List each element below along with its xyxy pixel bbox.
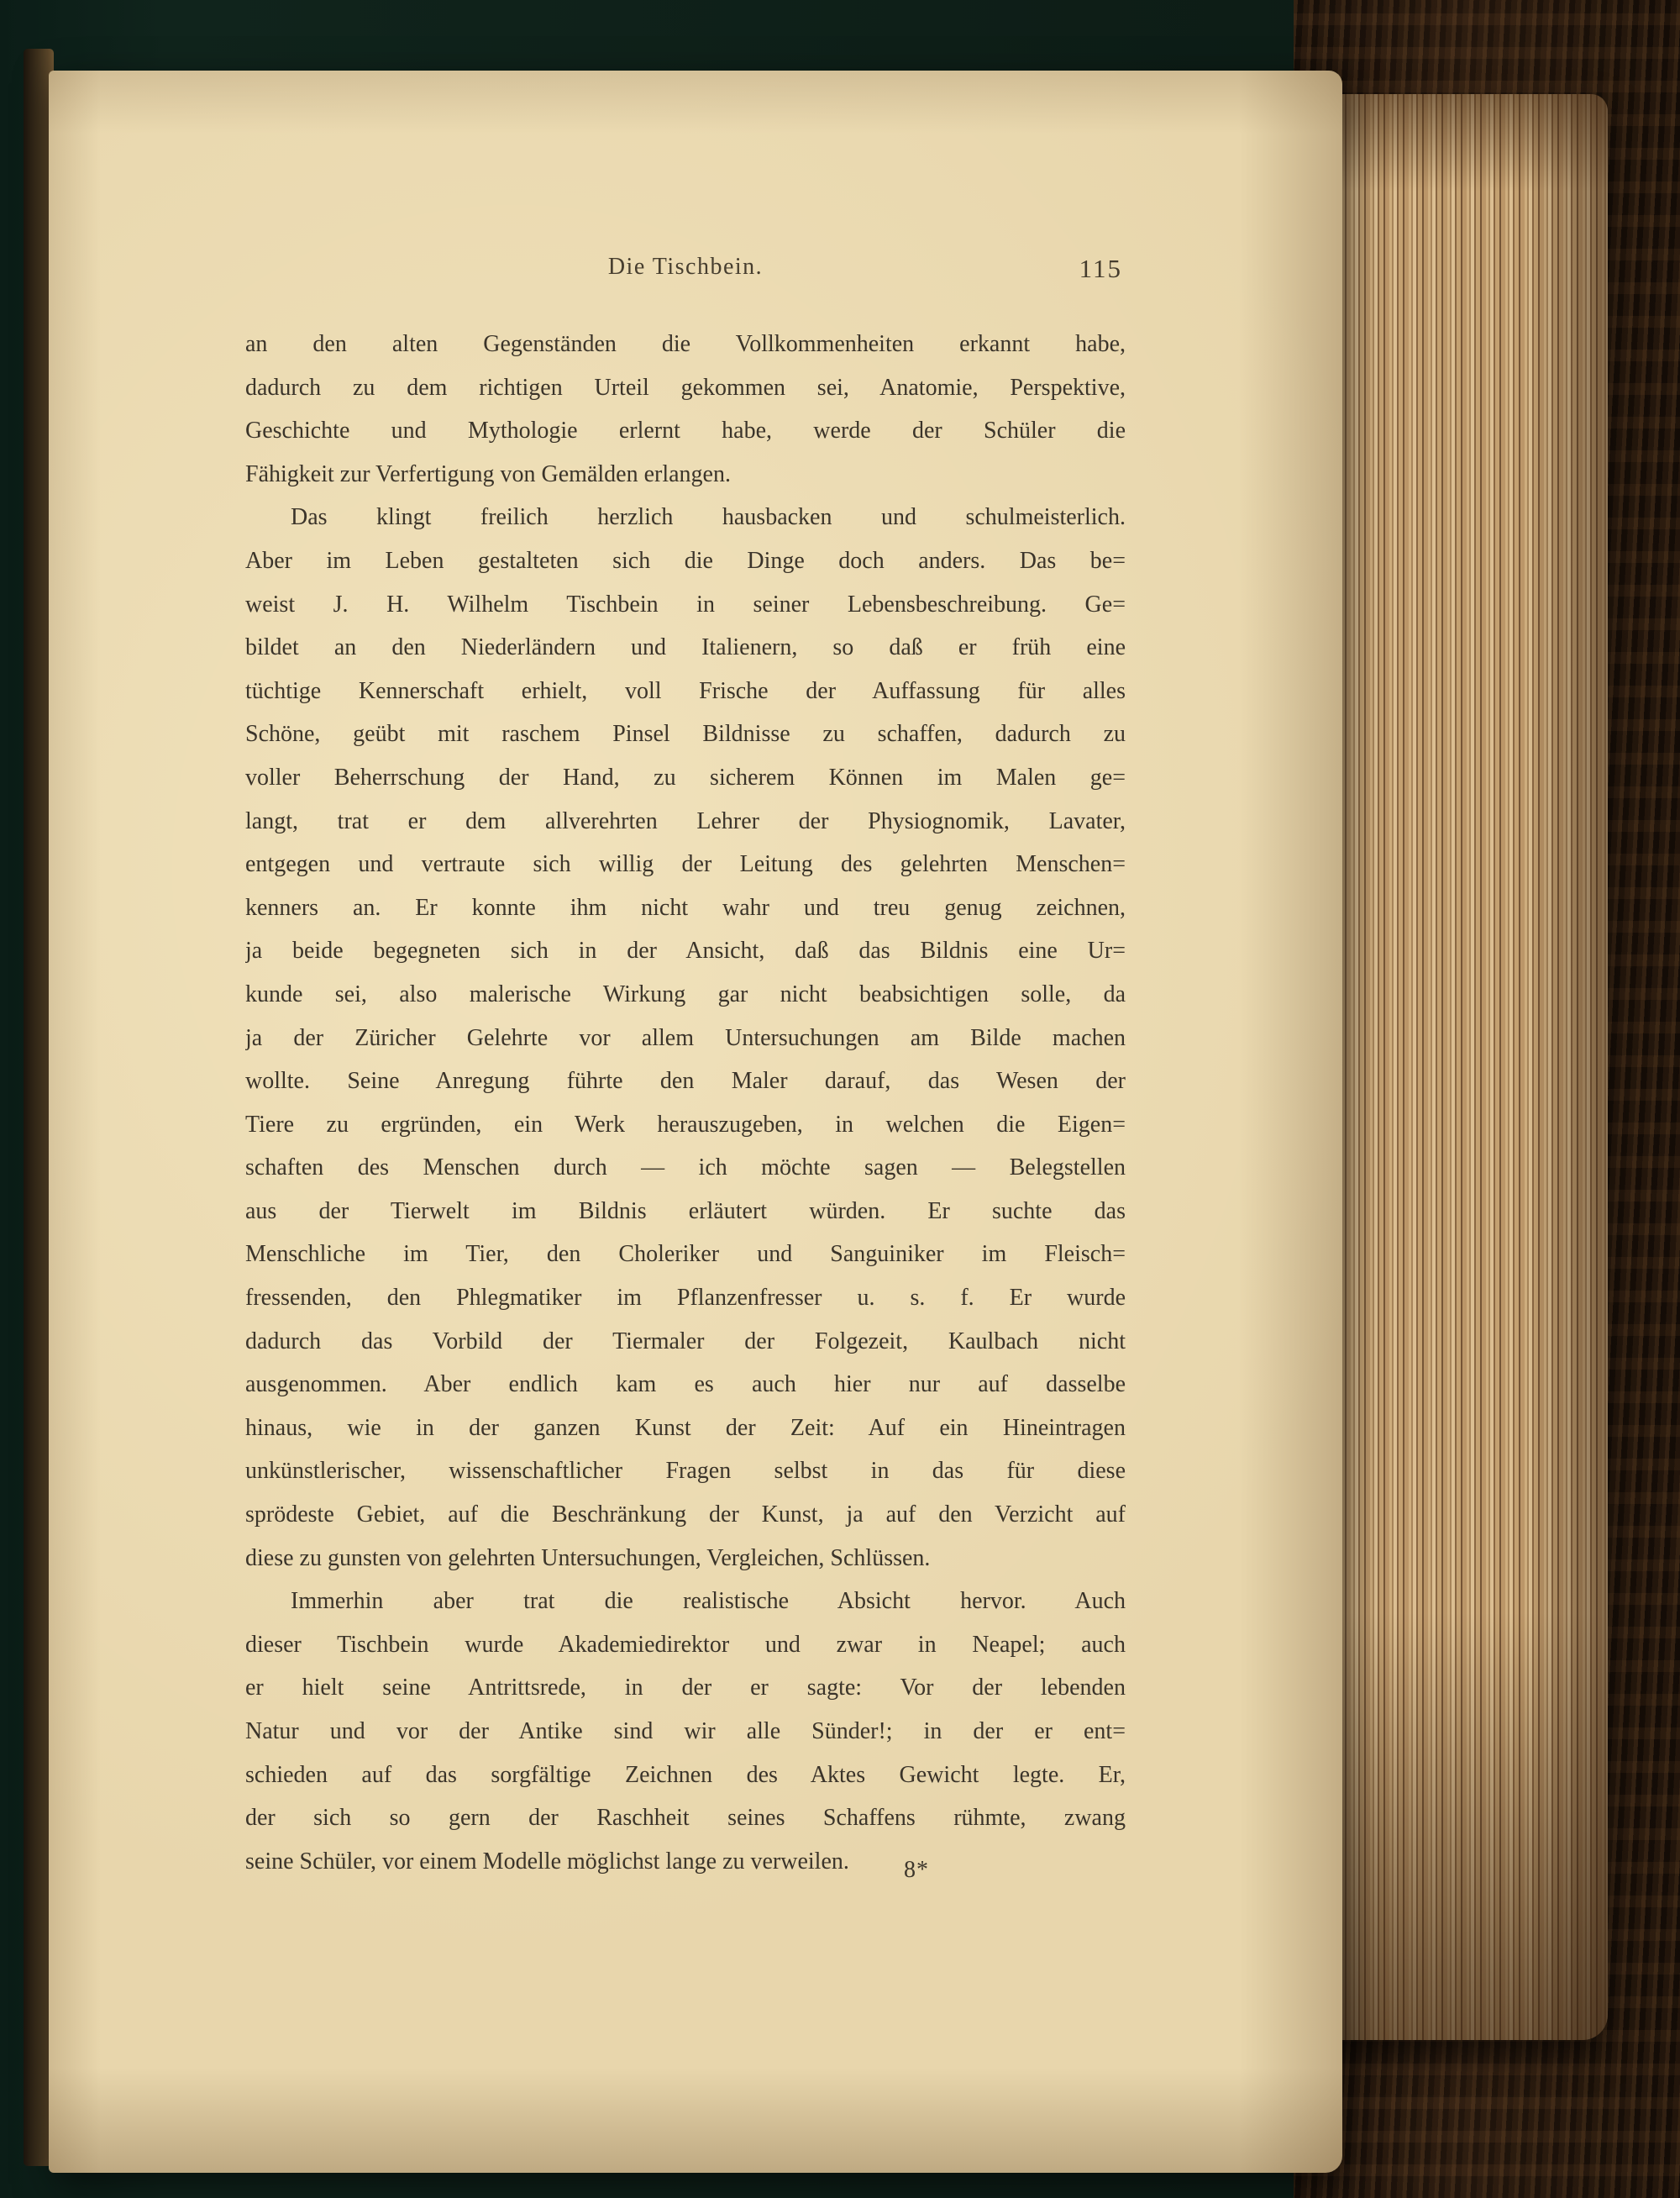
text-line: ausgenommen. Aber endlich kam es auch hier nur auf dasselbe (245, 1371, 1126, 1398)
text-line: Menschliche im Tier, den Choleriker und Sanguiniker im Fleisch= (245, 1241, 1126, 1268)
text-line: Fähigkeit zur Verfertigung von Gemälden erlangen. (245, 460, 731, 487)
text-line: entgegen und vertraute sich willig der Leitung des gelehrten Menschen= (245, 851, 1126, 878)
text-line: ja beide begegneten sich in der Ansicht, daß das Bildnis eine Ur= (245, 938, 1126, 965)
text-line: ja der Züricher Gelehrte vor allem Untersuchungen am Bilde machen (245, 1024, 1126, 1051)
text-line: seine Schüler, vor einem Modelle möglichst lange zu verweilen. (245, 1848, 849, 1875)
text-line: Geschichte und Mythologie erlernt habe, werde der Schüler die (245, 418, 1126, 444)
text-line: langt, trat er dem allverehrten Lehrer der Physiognomik, Lavater, (245, 807, 1126, 834)
text-line: schieden auf das sorgfältige Zeichnen des Aktes Gewicht legte. Er, (245, 1761, 1126, 1788)
text-line: aus der Tierwelt im Bildnis erläutert würden. Er suchte das (245, 1197, 1126, 1224)
body-text (245, 323, 1126, 1883)
text-line: bildet an den Niederländern und Italienern, so daß er früh eine (245, 634, 1126, 661)
page-stack-fore-edge (1312, 94, 1608, 2040)
text-line: Tiere zu ergründen, ein Werk herauszugeben, in welchen die Eigen= (245, 1111, 1126, 1138)
text-line: kenners an. Er konnte ihm nicht wahr und treu genug zeichnen, (245, 894, 1126, 921)
text-line: dieser Tischbein wurde Akademiedirektor und zwar in Neapel; auch (245, 1631, 1126, 1658)
text-line: unkünstlerischer, wissenschaftlicher Fragen selbst in das für diese (245, 1458, 1126, 1485)
page-header (245, 254, 1126, 291)
text-line: Das klingt freilich herzlich hausbacken und schulmeisterlich. (291, 504, 1126, 531)
text-line: an den alten Gegenständen die Vollkommenheiten erkannt habe, (245, 331, 1126, 357)
text-line: kunde sei, also malerische Wirkung gar nicht beabsichtigen solle, da (245, 981, 1126, 1007)
text-line: fressenden, den Phlegmatiker im Pflanzenfresser u. s. f. Er wurde (245, 1285, 1126, 1312)
signature-mark: 8* (904, 1857, 929, 1883)
running-title: Die Tischbein. (607, 254, 764, 280)
text-line: tüchtige Kennerschaft erhielt, voll Frische der Auffassung für alles (245, 677, 1126, 704)
text-line: hinaus, wie in der ganzen Kunst der Zeit: Auf ein Hineintragen (245, 1414, 1126, 1441)
book-page (49, 71, 1342, 2173)
text-line: Schöne, geübt mit raschem Pinsel Bildnisse zu schaffen, dadurch zu (245, 721, 1126, 748)
text-line: wollte. Seine Anregung führte den Maler darauf, das Wesen der (245, 1068, 1126, 1095)
text-line: sprödeste Gebiet, auf die Beschränkung der Kunst, ja auf den Verzicht auf (245, 1501, 1126, 1528)
page-number: 115 (1079, 254, 1122, 283)
text-line: voller Beherrschung der Hand, zu sicherem Können im Malen ge= (245, 764, 1126, 791)
text-line: diese zu gunsten von gelehrten Untersuchungen, Vergleichen, Schlüssen. (245, 1544, 931, 1571)
text-line: der sich so gern der Raschheit seines Schaffens rühmte, zwang (245, 1805, 1126, 1832)
text-line: dadurch das Vorbild der Tiermaler der Folgezeit, Kaulbach nicht (245, 1328, 1126, 1354)
text-line: Natur und vor der Antike sind wir alle Sünder!; in der er ent= (245, 1718, 1126, 1744)
text-line: weist J. H. Wilhelm Tischbein in seiner Lebensbeschreibung. Ge= (245, 591, 1126, 618)
text-line: Immerhin aber trat die realistische Absicht hervor. Auch (291, 1588, 1126, 1615)
text-line: er hielt seine Antrittsrede, in der er sagte: Vor der lebenden (245, 1675, 1126, 1701)
text-line: Aber im Leben gestalteten sich die Dinge doch anders. Das be= (245, 547, 1126, 574)
text-line: dadurch zu dem richtigen Urteil gekommen sei, Anatomie, Perspektive, (245, 374, 1126, 401)
text-line: schaften des Menschen durch — ich möchte sagen — Belegstellen (245, 1154, 1126, 1181)
